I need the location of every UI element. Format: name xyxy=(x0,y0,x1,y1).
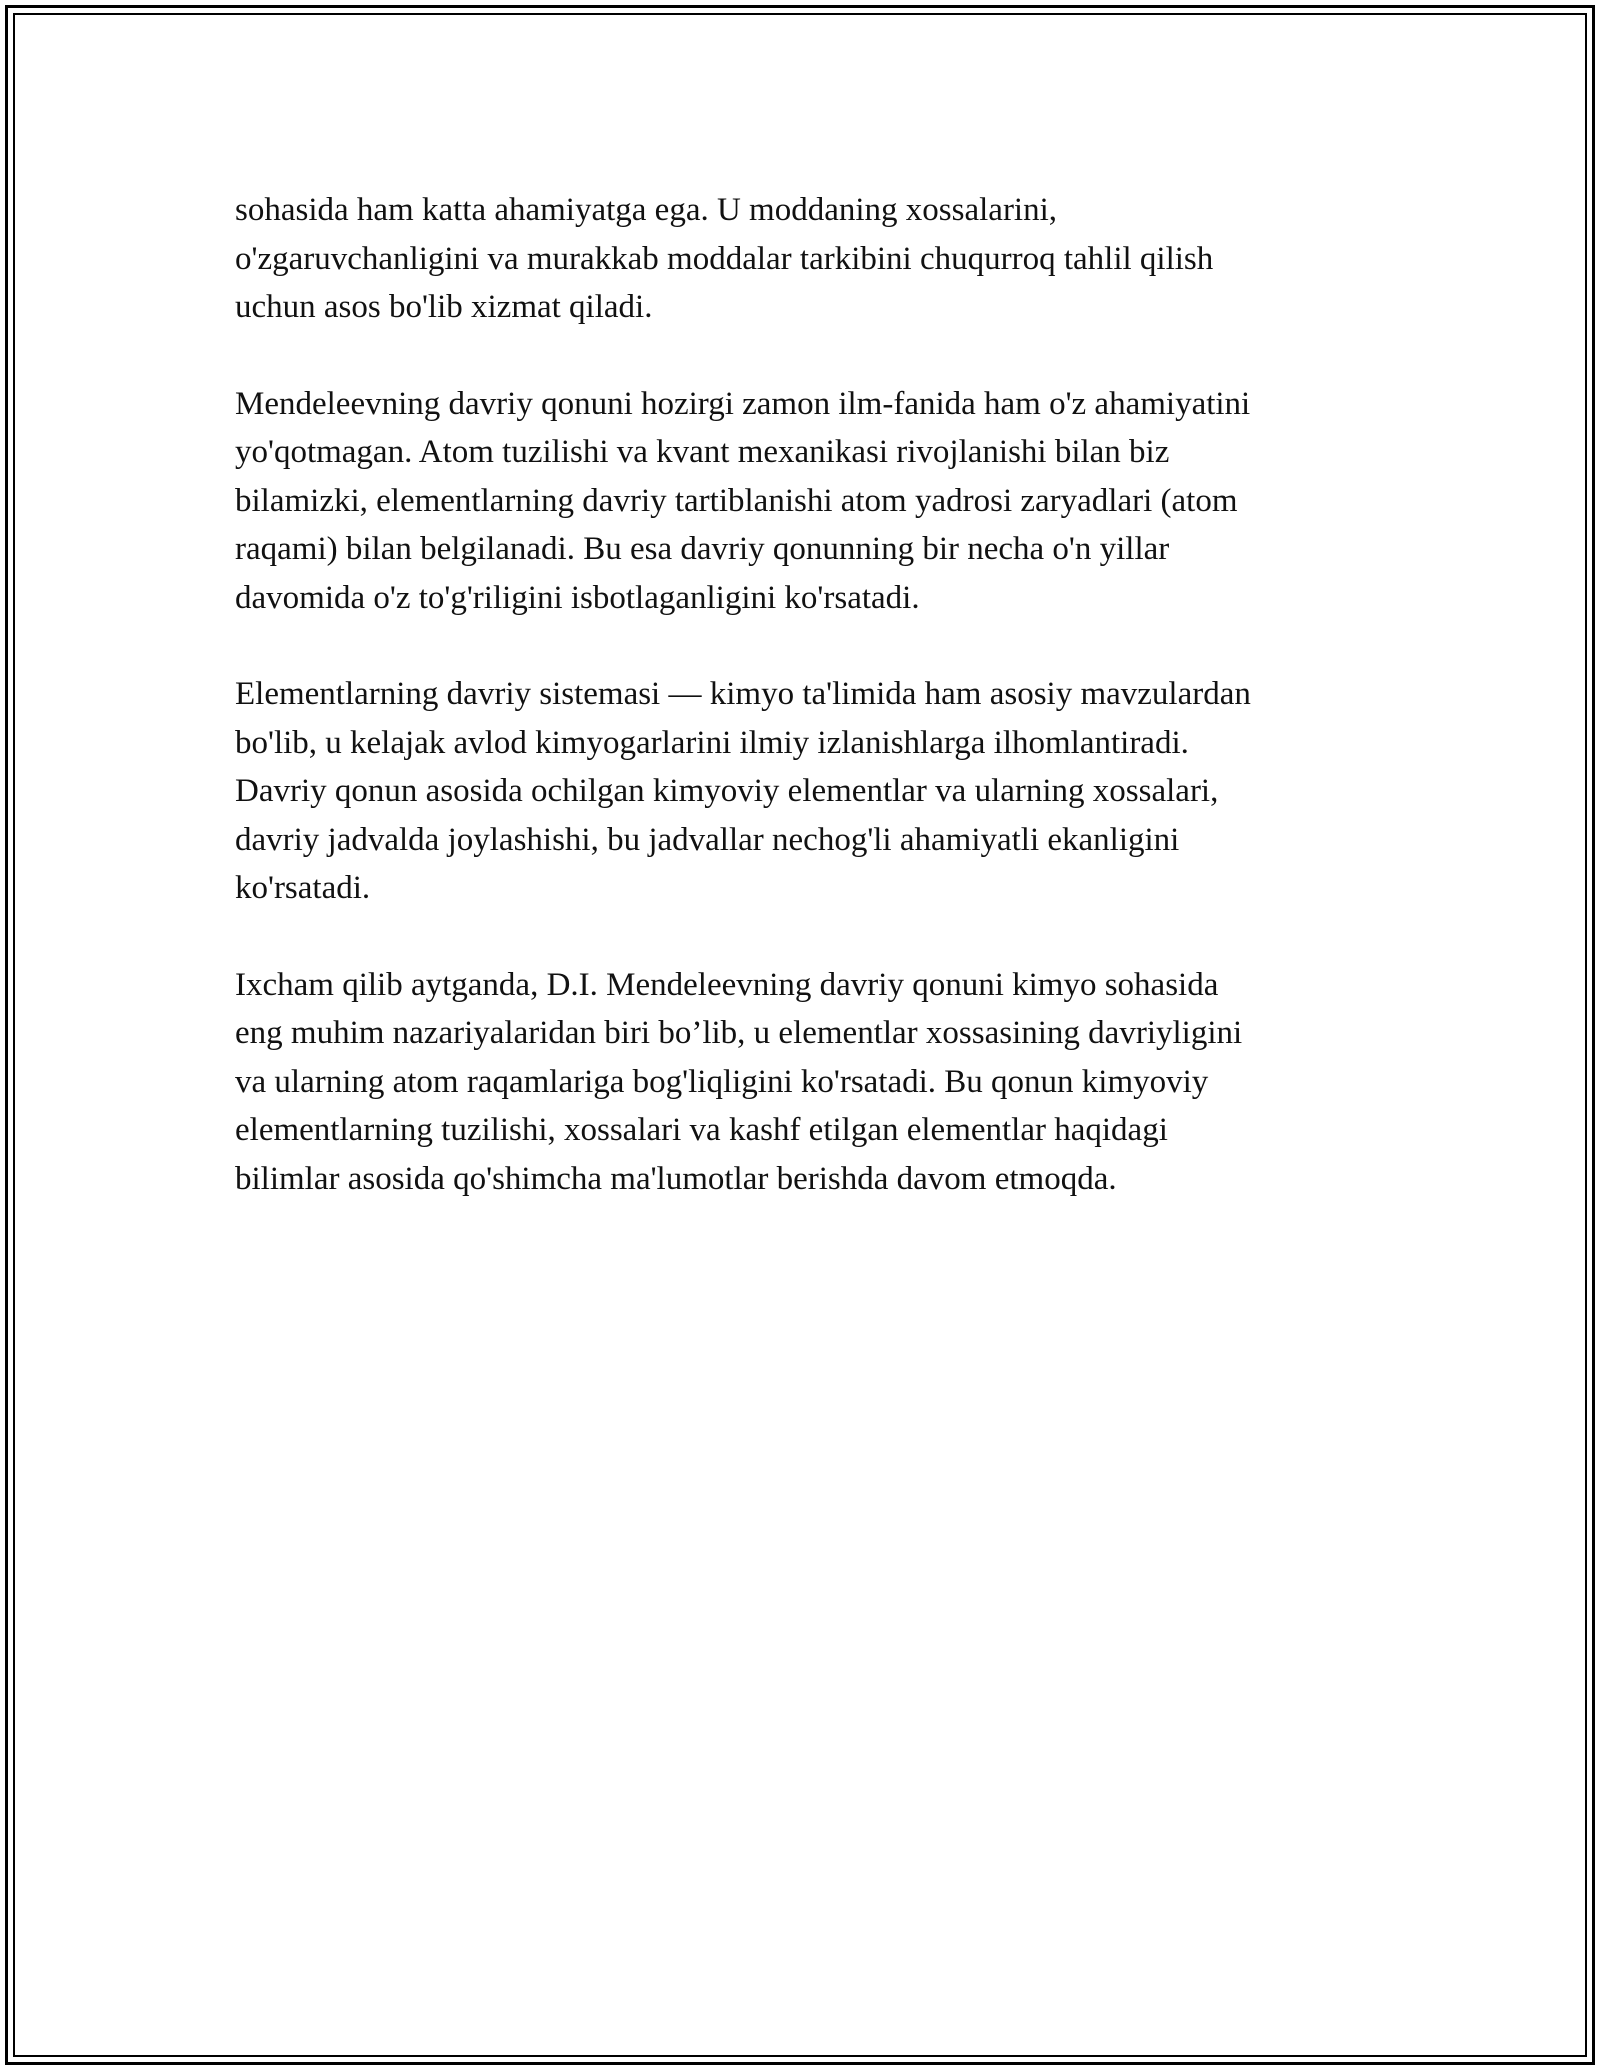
document-body xyxy=(235,186,1385,1251)
paragraph-3: Elementlarning davriy sistemasi — kimyo ta'limida ham asosiy mavzulardan bo'lib, u kelajak avlod kimyogarlarini ilmiy izlanishlarga ilhomlantiradi. Davriy qonun asosida ochilgan kimyoviy elementlar va ularning xossalari, davriy jadvalda joylashishi, bu jadvallar nechog'li ahamiyatli ekanligini ko'rsatadi. xyxy=(235,676,1251,906)
paragraph-1: sohasida ham katta ahamiyatga ega. U moddaning xossalarini, o'zgaruvchanligini va murakkab moddalar tarkibini chuqurroq tahlil qilish uchun asos bo'lib xizmat qiladi. xyxy=(235,192,1214,325)
paragraph-2: Mendeleevning davriy qonuni hozirgi zamon ilm-fanida ham o'z ahamiyatini yo'qotmagan. Atom tuzilishi va kvant mexanikasi rivojlanishi bilan biz bilamizki, elementlarning davriy tartiblanishi atom yadrosi zaryadlari (atom raqami) bilan belgilanadi. Bu esa davriy qonunning bir necha o'n yillar davomida o'z to'g'riligini isbotlaganligini ko'rsatadi. xyxy=(235,385,1251,616)
paragraph-4: Ixcham qilib aytganda, D.I. Mendeleevning davriy qonuni kimyo sohasida eng muhim nazariyalaridan biri bo’lib, u elementlar xossasining davriyligini va ularning atom raqamlariga bog'liqligini ko'rsatadi. Bu qonun kimyoviy elementlarning tuzilishi, xossalari va kashf etilgan elementlar haqidagi bilimlar asosida qo'shimcha ma'lumotlar berishda davom etmoqda. xyxy=(235,966,1243,1197)
